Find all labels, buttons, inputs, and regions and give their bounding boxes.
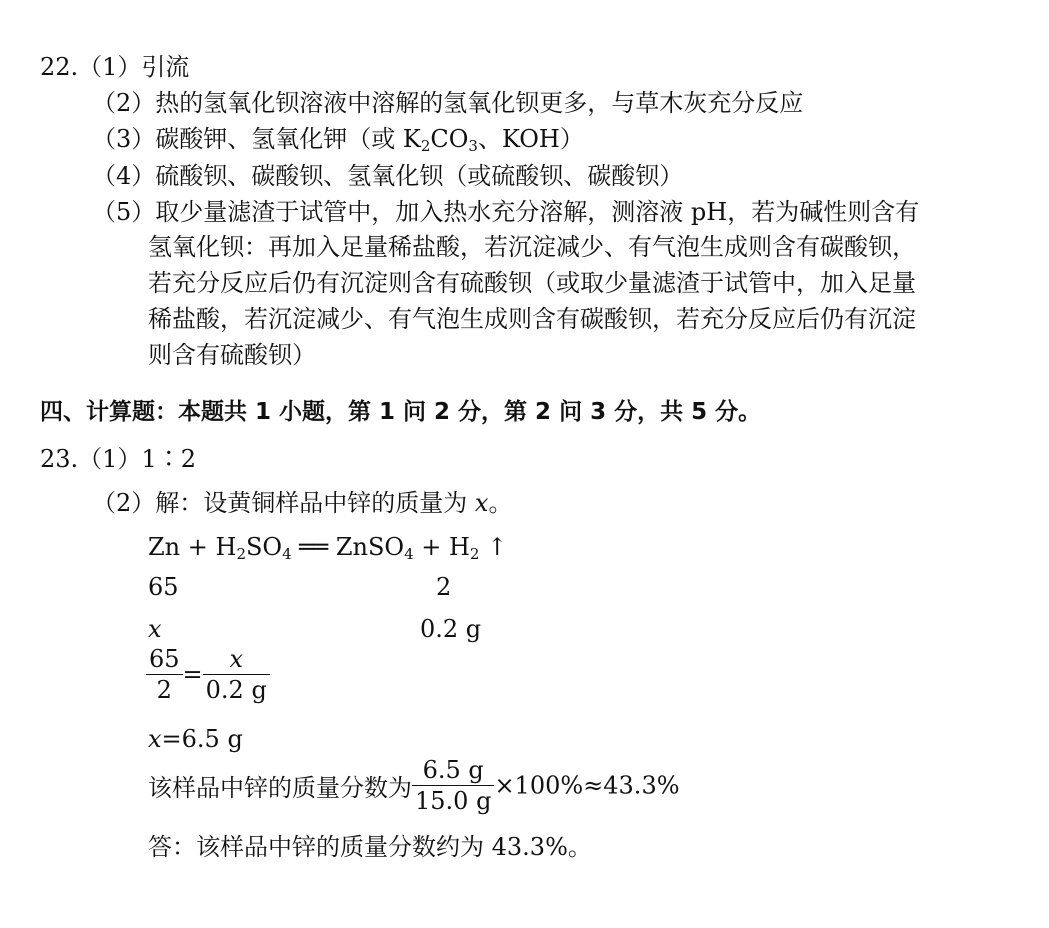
mass-fraction-frac: [412, 755, 494, 816]
ratio-right-num: x: [229, 645, 244, 673]
q22-answer-5-line-4: 稀盐酸，若沉淀减少、有气泡生成则含有碳酸钡，若充分反应后仍有沉淀: [148, 305, 916, 333]
mass-fraction: [148, 755, 680, 816]
mass-fraction-label: 该样品中锌的质量分数为: [148, 774, 412, 802]
gas-up-arrow-icon: ↑: [479, 533, 508, 561]
q23-number: 23.（1）: [40, 445, 142, 473]
ratio-left-num: 65: [149, 645, 180, 673]
q22-answer-5-line-3: 若充分反应后仍有沉淀则含有硫酸钡（或取少量滤渣于试管中，加入足量: [148, 269, 916, 297]
mass-fraction-num: 6.5 g: [422, 756, 484, 784]
eq-sub3: 4: [404, 545, 414, 563]
eq-znso: ZnSO: [335, 533, 405, 561]
q23-answer-2-label: [92, 486, 512, 520]
result-value: =6.5 g: [161, 725, 243, 753]
mass-fraction-tail: ×100%≈43.3%: [494, 771, 680, 800]
eq-sub1: 2: [236, 545, 246, 563]
mass-fraction-den: 15.0 g: [412, 785, 494, 816]
result-x: [148, 722, 243, 756]
mass-h2: 2: [436, 573, 452, 601]
var-x: x: [148, 615, 162, 643]
q22-line-1: [40, 50, 189, 84]
q23-line-1: [40, 442, 196, 476]
q22-answer-5-line-5: 则含有硫酸钡）: [148, 341, 316, 369]
q23-answer-1: 1∶2: [141, 445, 196, 473]
ratio-left: [146, 644, 183, 705]
q23-a2-text: （2）解：设黄铜样品中锌的质量为: [92, 489, 475, 517]
q23-a2-end: 。: [488, 489, 513, 517]
reaction-equation: [148, 530, 507, 564]
eq-h: + H: [413, 533, 470, 561]
result-var: x: [148, 725, 162, 753]
ratio-right: [203, 644, 270, 705]
eq-sub4: 2: [469, 545, 480, 563]
ratio-right-den: 0.2 g: [203, 674, 270, 705]
ratio-left-den: 2: [146, 674, 183, 705]
mass-zn: 65: [148, 573, 179, 601]
eq-so4: SO: [245, 533, 283, 561]
q22-answer-5-line-2: 氢氧化钡：再加入足量稀盐酸，若沉淀减少、有气泡生成则含有碳酸钡，: [148, 233, 916, 261]
eq-equals: ══: [291, 533, 336, 561]
q22-answer-1: 引流: [141, 53, 190, 81]
q22-a3-pre: （3）碳酸钾、氢氧化钾（或 K: [92, 125, 421, 153]
eq-sub2: 4: [282, 545, 292, 563]
q22-a3-post: 、KOH）: [477, 125, 584, 153]
q22-number: 22.（1）: [40, 53, 142, 81]
q22-answer-5-line-1: （5）取少量滤渣于试管中，加入热水充分溶解，测溶液 pH，若为碱性则含有: [92, 198, 920, 226]
eq-zn: Zn + H: [148, 533, 237, 561]
q22-a3-sub1: 2: [420, 137, 431, 155]
q22-a3-mid: CO: [430, 125, 469, 153]
final-answer: 答：该样品中锌的质量分数约为 43.3%。: [148, 833, 592, 861]
section-4-heading: 四、计算题：本题共 1 小题，第 1 问 2 分，第 2 问 3 分，共 5 分。: [40, 399, 762, 425]
value-h2: 0.2 g: [420, 615, 482, 643]
ratio-equation: [146, 644, 270, 705]
ratio-equals: =: [182, 660, 203, 689]
q22-answer-4: （4）硫酸钡、碳酸钡、氢氧化钡（或硫酸钡、碳酸钡）: [92, 162, 684, 190]
q22-answer-3: [92, 122, 584, 156]
q22-answer-2: （2）热的氢氧化钡溶液中溶解的氢氧化钡更多，与草木灰充分反应: [92, 89, 804, 117]
q22-a3-sub2: 3: [468, 137, 478, 155]
q23-a2-var: x: [474, 489, 489, 517]
